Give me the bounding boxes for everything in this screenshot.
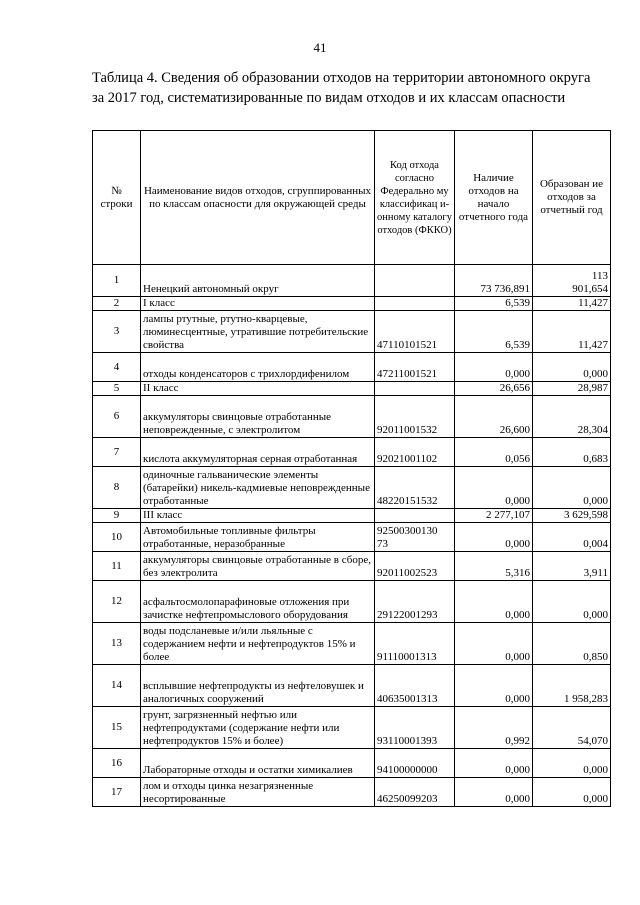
table-row — [93, 623, 611, 665]
table-row — [93, 665, 611, 707]
formed-value: 28,987 — [533, 382, 611, 396]
row-number: 4 — [93, 353, 141, 382]
presence-value: 0,000 — [455, 665, 533, 707]
waste-code: 40635001313 — [375, 665, 455, 707]
table-row — [93, 265, 611, 297]
waste-code: 92500300130 73 — [375, 523, 455, 552]
presence-value: 0,000 — [455, 581, 533, 623]
waste-name: аккумуляторы свинцовые отработанные в сборе, без электролита — [141, 552, 375, 581]
formed-value: 0,683 — [533, 438, 611, 467]
row-number: 11 — [93, 552, 141, 581]
waste-code: 92021001102 — [375, 438, 455, 467]
presence-value: 26,600 — [455, 396, 533, 438]
table-row — [93, 509, 611, 523]
waste-name: Лабораторные отходы и остатки химикалиев — [141, 749, 375, 778]
presence-value: 0,000 — [455, 353, 533, 382]
table-row — [93, 297, 611, 311]
waste-code: 48220151532 — [375, 467, 455, 509]
table-row — [93, 467, 611, 509]
row-number: 12 — [93, 581, 141, 623]
formed-value: 3,911 — [533, 552, 611, 581]
row-number: 8 — [93, 467, 141, 509]
row-number: 10 — [93, 523, 141, 552]
header-presence: Наличие отходов на начало отчетного года — [455, 131, 533, 265]
table-caption: Таблица 4. Сведения об образовании отходов на территории автономного округа за 2017 год, систематизированные по видам отходов и их классам опасности — [92, 70, 591, 106]
row-number: 7 — [93, 438, 141, 467]
waste-code — [375, 265, 455, 297]
table-body — [93, 265, 611, 807]
waste-name: аккумуляторы свинцовые отработанные неповрежденные, с электролитом — [141, 396, 375, 438]
waste-name: грунт, загрязненный нефтью или нефтепродуктами (содержание нефти или нефтепродуктов 15% и более) — [141, 707, 375, 749]
header-waste-code: Код отхода согласно Федерально му классификац и-онному каталогу отходов (ФККО) — [375, 131, 455, 265]
presence-value: 5,316 — [455, 552, 533, 581]
waste-code — [375, 382, 455, 396]
formed-value: 54,070 — [533, 707, 611, 749]
formed-value: 3 629,598 — [533, 509, 611, 523]
formed-value: 28,304 — [533, 396, 611, 438]
presence-value: 26,656 — [455, 382, 533, 396]
waste-code: 93110001393 — [375, 707, 455, 749]
formed-value: 0,000 — [533, 749, 611, 778]
waste-code: 91110001313 — [375, 623, 455, 665]
waste-code: 94100000000 — [375, 749, 455, 778]
row-number: 3 — [93, 311, 141, 353]
waste-name: II класс — [141, 382, 375, 396]
formed-value: 113 901,654 — [533, 265, 611, 297]
formed-value: 0,850 — [533, 623, 611, 665]
formed-value: 11,427 — [533, 297, 611, 311]
row-number: 6 — [93, 396, 141, 438]
waste-code: 92011001532 — [375, 396, 455, 438]
waste-code: 92011002523 — [375, 552, 455, 581]
table-row — [93, 396, 611, 438]
header-waste-name: Наименование видов отходов, сгруппированных по классам опасности для окружающей среды — [141, 131, 375, 265]
table-row — [93, 581, 611, 623]
table-row — [93, 552, 611, 581]
row-number: 14 — [93, 665, 141, 707]
row-number: 1 — [93, 265, 141, 297]
waste-name: воды подсланевые и/или льяльные с содержанием нефти и нефтепродуктов 15% и более — [141, 623, 375, 665]
formed-value: 0,000 — [533, 467, 611, 509]
table-row — [93, 382, 611, 396]
table-row — [93, 707, 611, 749]
waste-name: асфальтосмолопарафиновые отложения при зачистке нефтепромыслового оборудования — [141, 581, 375, 623]
row-number: 5 — [93, 382, 141, 396]
presence-value: 6,539 — [455, 311, 533, 353]
formed-value: 1 958,283 — [533, 665, 611, 707]
waste-code: 29122001293 — [375, 581, 455, 623]
formed-value: 11,427 — [533, 311, 611, 353]
waste-code: 47110101521 — [375, 311, 455, 353]
row-number: 13 — [93, 623, 141, 665]
waste-code — [375, 509, 455, 523]
table-row — [93, 438, 611, 467]
presence-value: 0,000 — [455, 749, 533, 778]
presence-value: 0,992 — [455, 707, 533, 749]
presence-value: 2 277,107 — [455, 509, 533, 523]
formed-value: 0,000 — [533, 778, 611, 807]
table-row — [93, 523, 611, 552]
presence-value: 73 736,891 — [455, 265, 533, 297]
waste-name: III класс — [141, 509, 375, 523]
row-number: 15 — [93, 707, 141, 749]
waste-name: отходы конденсаторов с трихлордифенилом — [141, 353, 375, 382]
waste-name: I класс — [141, 297, 375, 311]
row-number: 2 — [93, 297, 141, 311]
waste-code: 46250099203 — [375, 778, 455, 807]
page-number: 41 — [313, 40, 327, 55]
waste-table — [92, 130, 611, 807]
waste-name: лампы ртутные, ртутно-кварцевые, люминесцентные, утратившие потребительские свойства — [141, 311, 375, 353]
row-number: 17 — [93, 778, 141, 807]
waste-code: 47211001521 — [375, 353, 455, 382]
presence-value: 0,056 — [455, 438, 533, 467]
presence-value: 0,000 — [455, 467, 533, 509]
presence-value: 6,539 — [455, 297, 533, 311]
formed-value: 0,004 — [533, 523, 611, 552]
presence-value: 0,000 — [455, 778, 533, 807]
header-row-number: № строки — [93, 131, 141, 265]
waste-name: Автомобильные топливные фильтры отработанные, неразобранные — [141, 523, 375, 552]
table-row — [93, 749, 611, 778]
table-row — [93, 778, 611, 807]
waste-code — [375, 297, 455, 311]
waste-name: кислота аккумуляторная серная отработанная — [141, 438, 375, 467]
presence-value: 0,000 — [455, 523, 533, 552]
header-formed: Образован ие отходов за отчетный год — [533, 131, 611, 265]
waste-name: Ненецкий автономный округ — [141, 265, 375, 297]
waste-name: всплывшие нефтепродукты из нефтеловушек и аналогичных сооружений — [141, 665, 375, 707]
presence-value: 0,000 — [455, 623, 533, 665]
formed-value: 0,000 — [533, 581, 611, 623]
waste-name: одиночные гальванические элементы (батарейки) никель-кадмиевые неповрежденные отработанные — [141, 467, 375, 509]
table-row — [93, 311, 611, 353]
row-number: 9 — [93, 509, 141, 523]
formed-value: 0,000 — [533, 353, 611, 382]
row-number: 16 — [93, 749, 141, 778]
table-row — [93, 353, 611, 382]
waste-name: лом и отходы цинка незагрязненные несортированные — [141, 778, 375, 807]
